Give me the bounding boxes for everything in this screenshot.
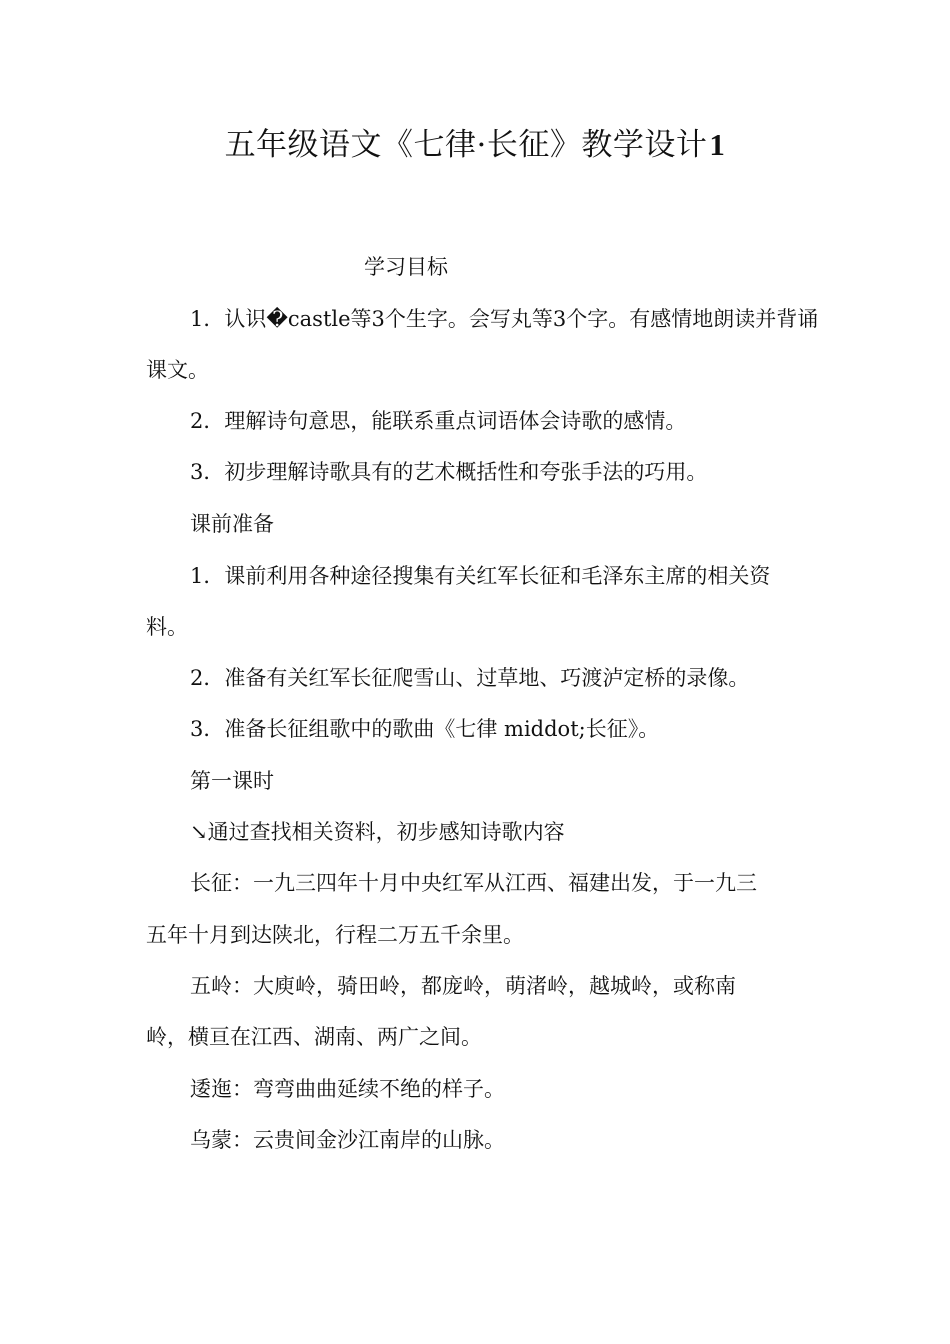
objective-2: 2．理解诗句意思，能联系重点词语体会诗歌的感情。 (190, 409, 687, 433)
prep-heading: 课前准备 (190, 512, 274, 536)
prep-2: 2．准备有关红军长征爬雪山、过草地、巧渡泸定桥的录像。 (190, 666, 750, 690)
title-text: 五年级语文《七律·长征》教学设计 (224, 127, 708, 163)
note-wuling-line-1: 五岭：大庾岭，骑田岭，都庞岭，萌渚岭，越城岭，或称南 (190, 974, 736, 998)
note-wuling-line-2: 岭，横亘在江西、湖南、两广之间。 (146, 1025, 482, 1049)
lesson-heading: 第一课时 (190, 769, 274, 793)
prep-3: 3．准备长征组歌中的歌曲《七律 middot;长征》。 (190, 717, 660, 741)
step-1: ↘通过查找相关资料，初步感知诗歌内容 (190, 820, 565, 844)
objective-1-line-1: 1．认识�castle等3个生字。会写丸等3个字。有感情地朗读并背诵 (190, 307, 819, 331)
note-wumeng: 乌蒙：云贵间金沙江南岸的山脉。 (190, 1128, 505, 1152)
title-number: 1 (709, 127, 726, 162)
objective-1-line-2: 课文。 (146, 358, 209, 382)
note-changzheng-line-1: 长征：一九三四年十月中央红军从江西、福建出发，于一九三 (190, 871, 757, 895)
page-title (0, 122, 950, 168)
objective-3: 3．初步理解诗歌具有的艺术概括性和夸张手法的巧用。 (190, 460, 708, 484)
objectives-heading: 学习目标 (364, 255, 448, 279)
prep-1-line-2: 料。 (146, 615, 188, 639)
note-changzheng-line-2: 五年十月到达陕北，行程二万五千余里。 (146, 923, 524, 947)
note-weiyi: 逶迤：弯弯曲曲延续不绝的样子。 (190, 1077, 505, 1101)
prep-1-line-1: 1．课前利用各种途径搜集有关红军长征和毛泽东主席的相关资 (190, 564, 771, 588)
